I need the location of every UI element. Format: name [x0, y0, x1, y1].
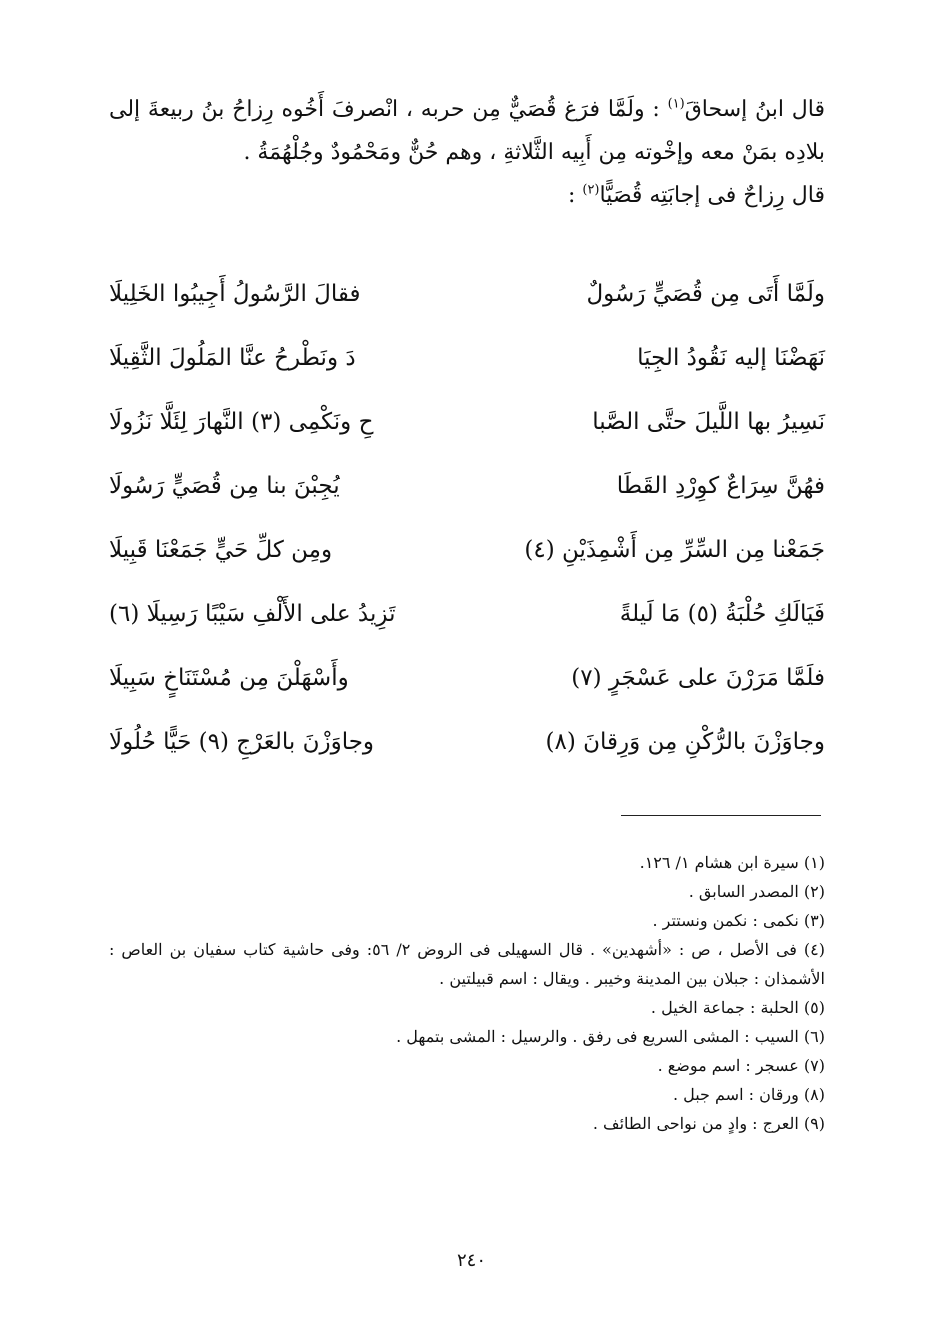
poem-intro-colon: : — [567, 183, 583, 208]
footnote: (٩) العرج : وادٍ من نواحى الطائف . — [592, 1114, 825, 1133]
footnote: (٢) المصدر السابق . — [688, 882, 825, 901]
footnotes — [109, 848, 825, 1138]
poem-verse — [109, 710, 825, 774]
verse-second-hemistich: دَ ونَطْرحُ عنَّا المَلُولَ الثَّقِيلَا — [109, 345, 356, 371]
verse-first-hemistich: نَهَضْنَا إليه نَقُودُ الجِيَا — [637, 345, 825, 371]
verse-second-hemistich: يُجِبْنَ بنا مِن قُصَيٍّ رَسُولَا — [109, 473, 340, 499]
poem-intro-text: قال رِزاحٌ فى إجابَتِه قُصَيًّا — [599, 183, 825, 208]
intro-text-start: قال ابنُ إسحاقَ — [684, 97, 825, 122]
verse-second-hemistich: وأَسْهَلْنَ مِن مُسْتَنَاخٍ سَبِيلَا — [109, 665, 349, 691]
poem-verse — [109, 326, 825, 390]
poem-verse — [109, 518, 825, 582]
verse-second-hemistich: وجاوَزْنَ بالعَرْجِ (٩) حَيًّا حُلُولَا — [109, 729, 375, 755]
poem-verse — [109, 646, 825, 710]
verse-second-hemistich: فقالَ الرَّسُولُ أَجِيبُوا الخَلِيلَا — [109, 281, 361, 307]
poem-verse — [109, 262, 825, 326]
poem-intro-line — [109, 174, 825, 217]
footnote: (٤) فى الأصل ، ص : «أشهدين» . قال السهيلى فى الروض ٢/ ٥٦: وفى حاشية كتاب سفيان بن العاص : الأشمذان : جبلان بين المدينة وخيبر . ويقال : اسم قبيلتين . — [109, 940, 825, 988]
footnote-marker: (٢) — [582, 182, 600, 198]
verse-first-hemistich: وجاوَزْنَ بالرُّكْنِ مِن وَرِقانَ (٨) — [545, 729, 825, 755]
verse-first-hemistich: فهُنَّ سِرَاعٌ كوِرْدِ القَطَا — [616, 473, 825, 499]
page-number: ٢٤٠ — [456, 1250, 486, 1271]
footnote-marker: (١) — [667, 96, 685, 112]
verse-second-hemistich: ومِن كلِّ حَيٍّ جَمَعْنَا قَبِيلَا — [109, 537, 333, 563]
intro-paragraph — [109, 88, 825, 174]
footnote: (٨) ورقان : اسم جبل . — [672, 1085, 825, 1104]
intro-prose — [109, 88, 825, 217]
footnote: (٣) نكمى : نكمن ونستتر . — [652, 911, 825, 930]
intro-text-rest: : ولَمَّا فرَغ قُصَيٌّ مِن حربه ، انْصرفَ أَخُوه رِزاحُ بنُ ربيعةَ إلى بلادِه بمَنْ معه وإخْوته مِن أَبِيه الثَّلاثةِ ، وهم حُنٌّ ومَحْمُودٌ وجُلْهُمَةُ . — [109, 97, 825, 165]
footnote: (١) سيرة ابن هشام ١/ ١٢٦. — [639, 853, 825, 872]
poem — [109, 262, 825, 774]
footnote-separator — [621, 815, 821, 816]
poem-verse — [109, 582, 825, 646]
verse-second-hemistich: حِ ونَكْمِى (٣) النَّهارَ لِئَلَّا نَزُولَا — [109, 409, 374, 435]
verse-first-hemistich: ولَمَّا أَتَى مِن قُصَيٍّ رَسُولٌ — [586, 281, 825, 307]
footnote: (٧) عسجر : اسم موضع . — [657, 1056, 825, 1075]
poem-verse — [109, 454, 825, 518]
verse-first-hemistich: نَسِيرُ بها اللَّيلَ حتَّى الصَّبا — [592, 409, 825, 435]
verse-second-hemistich: تَزِيدُ على الأَلْفِ سَيْبًا رَسِيلَا (٦) — [109, 601, 396, 627]
verse-first-hemistich: جَمَعْنا مِن السِّرِّ مِن أَشْمِذَيْنِ (٤) — [524, 537, 825, 563]
verse-first-hemistich: فلَمَّا مَرَرْنَ على عَسْجَرٍ (٧) — [571, 665, 825, 691]
footnote: (٦) السيب : المشى السريع فى رفق . والرسيل : المشى بتمهل . — [396, 1027, 825, 1046]
footnote: (٥) الحلبة : جماعة الخيل . — [650, 998, 825, 1017]
verse-first-hemistich: فَيَالَكِ حُلْبَةُ (٥) مَا لَيلةً — [619, 601, 825, 627]
poem-verse — [109, 390, 825, 454]
